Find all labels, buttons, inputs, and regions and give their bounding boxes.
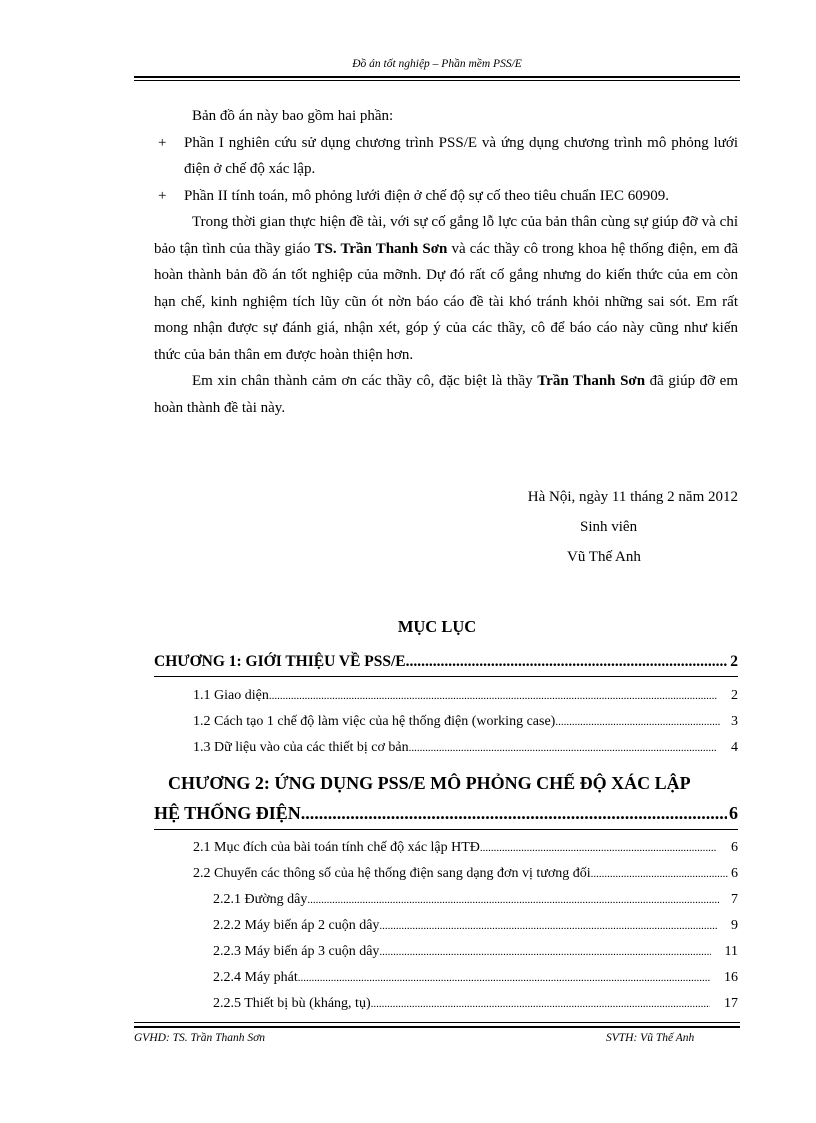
bullet-text: Phần II tính toán, mô phỏng lưới điện ở chế độ sự cố theo tiêu chuẩn IEC 60909. <box>184 187 669 204</box>
toc-leader <box>591 868 729 880</box>
toc-leader <box>379 920 717 932</box>
advisor-name: TS. Trần Thanh Sơn <box>314 240 448 257</box>
signature-role: Sinh viên <box>580 519 638 535</box>
toc-leader <box>307 894 719 906</box>
toc-section[interactable] <box>193 840 738 856</box>
toc-subsection[interactable] <box>213 970 738 986</box>
intro-section <box>154 103 738 421</box>
advisor-name-2: Trần Thanh Sơn <box>537 373 646 389</box>
toc-page-number: 6 <box>731 840 738 855</box>
toc-page-number: 2 <box>731 688 738 703</box>
toc-subsection[interactable] <box>213 892 738 908</box>
toc-chapter-2-line1[interactable]: CHƯƠNG 2: ỨNG DỤNG PSS/E MÔ PHỎNG CHẾ ĐỘ XÁC LẬP <box>168 773 691 793</box>
signature-block <box>154 482 738 572</box>
para1-text-b: và các thầy cô trong khoa hệ thống điện, em đã hoàn thành bản đồ án tốt nghiệp của mỡnh. Dự đó rất cố gắng nhưng do kiến thức của em còn hạn chế, kinh nghiệm tích lũy cũn ót nờn báo cáo đề tài khó tránh khỏi những sai sót. Em rất mong nhận được sự đánh giá, nhận xét, góp ý của các thầy, cô để báo cáo này cũng như kiến thức của bản thân em được hoàn thiện hơn. <box>154 240 739 363</box>
toc-subsection-label: 2.2.4 Máy phát <box>213 970 298 985</box>
bullet-item <box>154 130 738 183</box>
para1-text-a: Trong thời gian thực hiện đề tài, với sự cố gắng lỗ lực của bản thân cùng sự giúp đỡ và chỉ bảo tận tình của thầy giáo <box>154 214 738 257</box>
signature-name: Vũ Thế Anh <box>567 549 641 565</box>
intro-lead: Bản đồ án này bao gồm hai phần: <box>192 108 394 124</box>
page-header: Đồ án tốt nghiệp – Phần mềm PSS/E <box>352 58 522 70</box>
toc-subsection[interactable] <box>213 918 738 934</box>
chapter-underline <box>154 676 738 677</box>
toc-leader <box>269 690 717 702</box>
footer-advisor: GVHD: TS. Trần Thanh Sơn <box>134 1032 266 1044</box>
toc-leader <box>406 653 729 671</box>
toc-page-number: 4 <box>731 740 738 755</box>
toc-chapter-label: CHƯƠNG 1: GIỚI THIỆU VỀ PSS/E <box>154 653 406 670</box>
toc-section-label: 1.3 Dữ liệu vào của các thiết bị cơ bản <box>193 740 409 755</box>
toc-leader <box>301 803 727 824</box>
footer-student: SVTH: Vũ Thế Anh <box>606 1032 695 1044</box>
toc-leader <box>379 946 710 958</box>
header-rule-thick <box>134 76 740 78</box>
toc-section[interactable] <box>193 740 738 756</box>
toc-page-number: 9 <box>731 918 738 933</box>
toc-section-label: 2.2 Chuyển các thông số của hệ thống điện sang dạng đơn vị tương đối <box>193 866 591 881</box>
para2-text-a: Em xin chân thành cảm ơn các thầy cô, đặc biệt là thầy <box>192 373 538 389</box>
bullet-item <box>154 183 738 210</box>
toc-section-label: 1.2 Cách tạo 1 chế độ làm việc của hệ thống điện (working case) <box>193 714 556 729</box>
toc-title: MỤC LỤC <box>397 617 477 636</box>
chapter-underline <box>154 829 738 830</box>
toc-section[interactable] <box>193 866 738 882</box>
footer-rule-thin <box>134 1022 740 1023</box>
toc-page-number: 16 <box>724 970 738 985</box>
para2-text-b: đã giúp đỡ em hoàn thành đề tài này. <box>154 373 738 416</box>
toc-page-number: 7 <box>731 892 738 907</box>
toc-chapter-label: HỆ THỐNG ĐIỆN <box>154 803 301 823</box>
footer-rule-thick <box>134 1026 740 1028</box>
thanks-paragraph <box>154 368 738 421</box>
bullet-mark: + <box>158 187 167 204</box>
toc-section[interactable] <box>193 714 738 730</box>
toc-subsection-label: 2.2.1 Đường dây <box>213 892 308 907</box>
toc-section-label: 2.1 Mục đích của bài toán tính chế độ xác lập HTĐ <box>193 840 480 855</box>
toc-leader <box>555 716 721 728</box>
toc-page-number: 6 <box>729 803 738 823</box>
toc-chapter-2[interactable] <box>154 803 738 824</box>
header-rule-thin <box>134 80 740 81</box>
toc-page-number: 6 <box>731 866 738 881</box>
toc-page-number: 17 <box>724 996 738 1011</box>
toc-page-number: 2 <box>730 653 738 670</box>
toc-leader <box>480 842 717 854</box>
toc-subsection-label: 2.2.2 Máy biến áp 2 cuộn dây <box>213 918 380 933</box>
toc-subsection-label: 2.2.3 Máy biến áp 3 cuộn dây <box>213 944 380 959</box>
signature-date: Hà Nội, ngày 11 tháng 2 năm 2012 <box>527 489 738 505</box>
acknowledgement-paragraph <box>154 209 738 368</box>
toc-page-number: 11 <box>724 944 738 959</box>
toc-leader <box>371 998 710 1010</box>
toc-chapter-1[interactable] <box>154 653 738 671</box>
bullet-mark: + <box>158 134 167 151</box>
toc-subsection[interactable] <box>213 944 738 960</box>
toc-leader <box>298 972 710 984</box>
toc-leader <box>409 742 717 754</box>
toc-subsection-label: 2.2.5 Thiết bị bù (kháng, tụ) <box>213 996 371 1011</box>
toc-section-label: 1.1 Giao diện <box>193 688 269 703</box>
toc-page-number: 3 <box>731 714 738 729</box>
toc-subsection[interactable] <box>213 996 738 1012</box>
toc-section[interactable] <box>193 688 738 704</box>
bullet-text: Phần I nghiên cứu sử dụng chương trình PSS/E và ứng dụng chương trình mô phỏng lưới điện ở chế độ xác lập. <box>184 134 738 177</box>
